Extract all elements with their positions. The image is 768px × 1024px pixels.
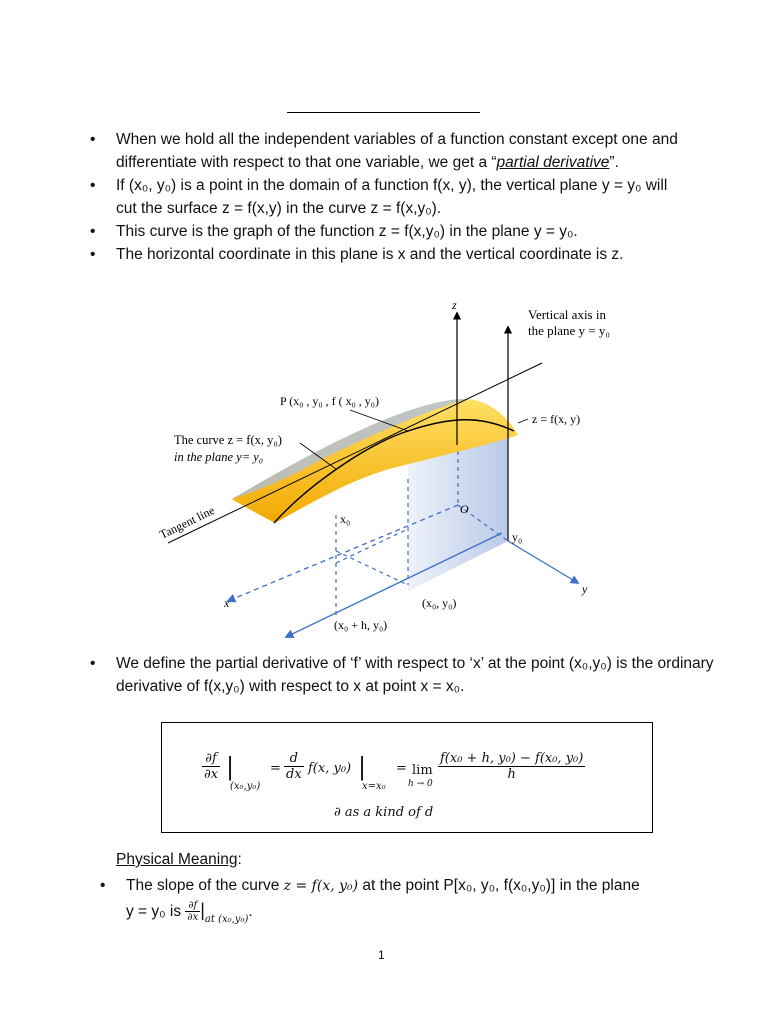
page-number: 1 [378,948,385,962]
grid-line [336,551,408,585]
slope-den: ∂x [187,912,199,924]
bullet-dot: • [100,877,106,894]
list-item-slope [100,874,726,926]
eval-bar: | [358,753,367,781]
bullet-dot: • [90,246,96,263]
slope-expr: z = f(x, y₀) [283,878,359,894]
physical-meaning-heading: Physical Meaning: [116,851,242,868]
curve-label-1: The curve z = f(x, y₀) [174,433,282,447]
formula-note: ∂ as a kind of d [334,805,434,820]
bullet-text: If (x₀, y₀) is a point in the domain of a function f(x, y), the vertical plane y = y₀ will cut the surface z = f(x,y) in the curve z = f(x,y₀). [116,177,668,217]
surface-label: z = f(x, y) [532,412,581,426]
y0-label: y₀ [512,530,523,544]
partial-derivative-figure [150,293,610,643]
bullet-dot: • [90,655,96,672]
tangent-line-label: Tangent line [157,503,217,542]
grid-line [336,529,408,563]
rhs-num: f(x₀ + h, y₀) − f(x₀, y₀) [440,751,584,766]
mid-eval: x=x₀ [362,781,386,792]
lim-sub: h → 0 [408,779,433,789]
x-axis-label: x [224,596,230,610]
z-axis-label: z [452,298,457,312]
list-item [90,128,690,174]
origin-label: O [460,502,469,516]
physical-meaning-text: Physical Meaning [116,851,238,868]
lhs-den: ∂x [204,767,219,782]
slope-fraction [185,900,200,923]
definition-text: We define the partial derivative of ‘f’ with respect to ‘x’ at the point (x₀,y₀) is the ordinary derivative of f(x,y₀) with respect to x at point x = x₀. [116,655,714,695]
list-item [90,220,690,243]
equals-1: = [270,761,281,776]
partial-fraction [202,751,220,782]
bullet-text: When we hold all the independent variables of a function constant except one and differentiate with respect to that one variable, we get a “ [116,131,678,171]
slope-eval: at (x₀,y₀) [204,914,249,925]
surface-leader [518,419,528,423]
mid-den: dx [286,767,302,782]
bullet-list-top [90,128,690,266]
d-dx-fraction [284,751,304,782]
plane-base-line [286,533,502,637]
y-axis [508,541,578,583]
formula-box [161,722,653,833]
bullet-dot: • [90,131,96,148]
difference-quotient [438,751,585,782]
mid-func: f(x, y₀) [308,761,352,776]
bullet-text-end: ”. [609,154,619,171]
slope-end: . [248,903,253,920]
list-item [90,174,690,220]
x0-label: x₀ [340,512,351,526]
bullet-text: This curve is the graph of the function z = f(x,y₀) in the plane y = y₀. [116,223,578,240]
vertical-axis-label-2: the plane y = y₀ [528,323,610,338]
y-axis-label: y [582,582,588,596]
bullet-text: The horizontal coordinate in this plane is x and the vertical coordinate is z. [116,246,624,263]
curve-label-2: in the plane y= y₀ [174,450,264,464]
list-item [90,243,690,266]
rhs-den: h [507,767,516,782]
slope-num: ∂f [185,900,200,912]
top-rule [287,112,480,113]
mid-num: d [284,751,304,767]
lhs-eval: (x₀,y₀) [230,781,261,792]
point-x0-h-label: (x₀ + h, y₀) [334,618,388,632]
bullet-dot: • [90,177,96,194]
slope-text-3: y = y₀ is [126,903,186,920]
vertical-axis-label-1: Vertical axis in [528,307,606,322]
eval-bar: | [200,900,205,920]
point-x0-y0-label: (x₀, y₀) [422,596,457,610]
partial-derivative-term: partial derivative [496,154,610,171]
lhs-num: ∂f [202,751,220,767]
bullet-dot: • [90,223,96,240]
slope-text-2: at the point P[x₀, y₀, f(x₀,y₀)] in the plane [358,877,640,894]
point-p-label: P (x₀ , y₀ , f ( x₀ , y₀) [280,394,379,408]
list-item-definition [90,652,716,698]
slope-text-1: The slope of the curve [126,877,284,894]
eval-bar: | [226,753,235,781]
equals-2: = [396,761,407,776]
lim-label: lim [412,763,433,778]
